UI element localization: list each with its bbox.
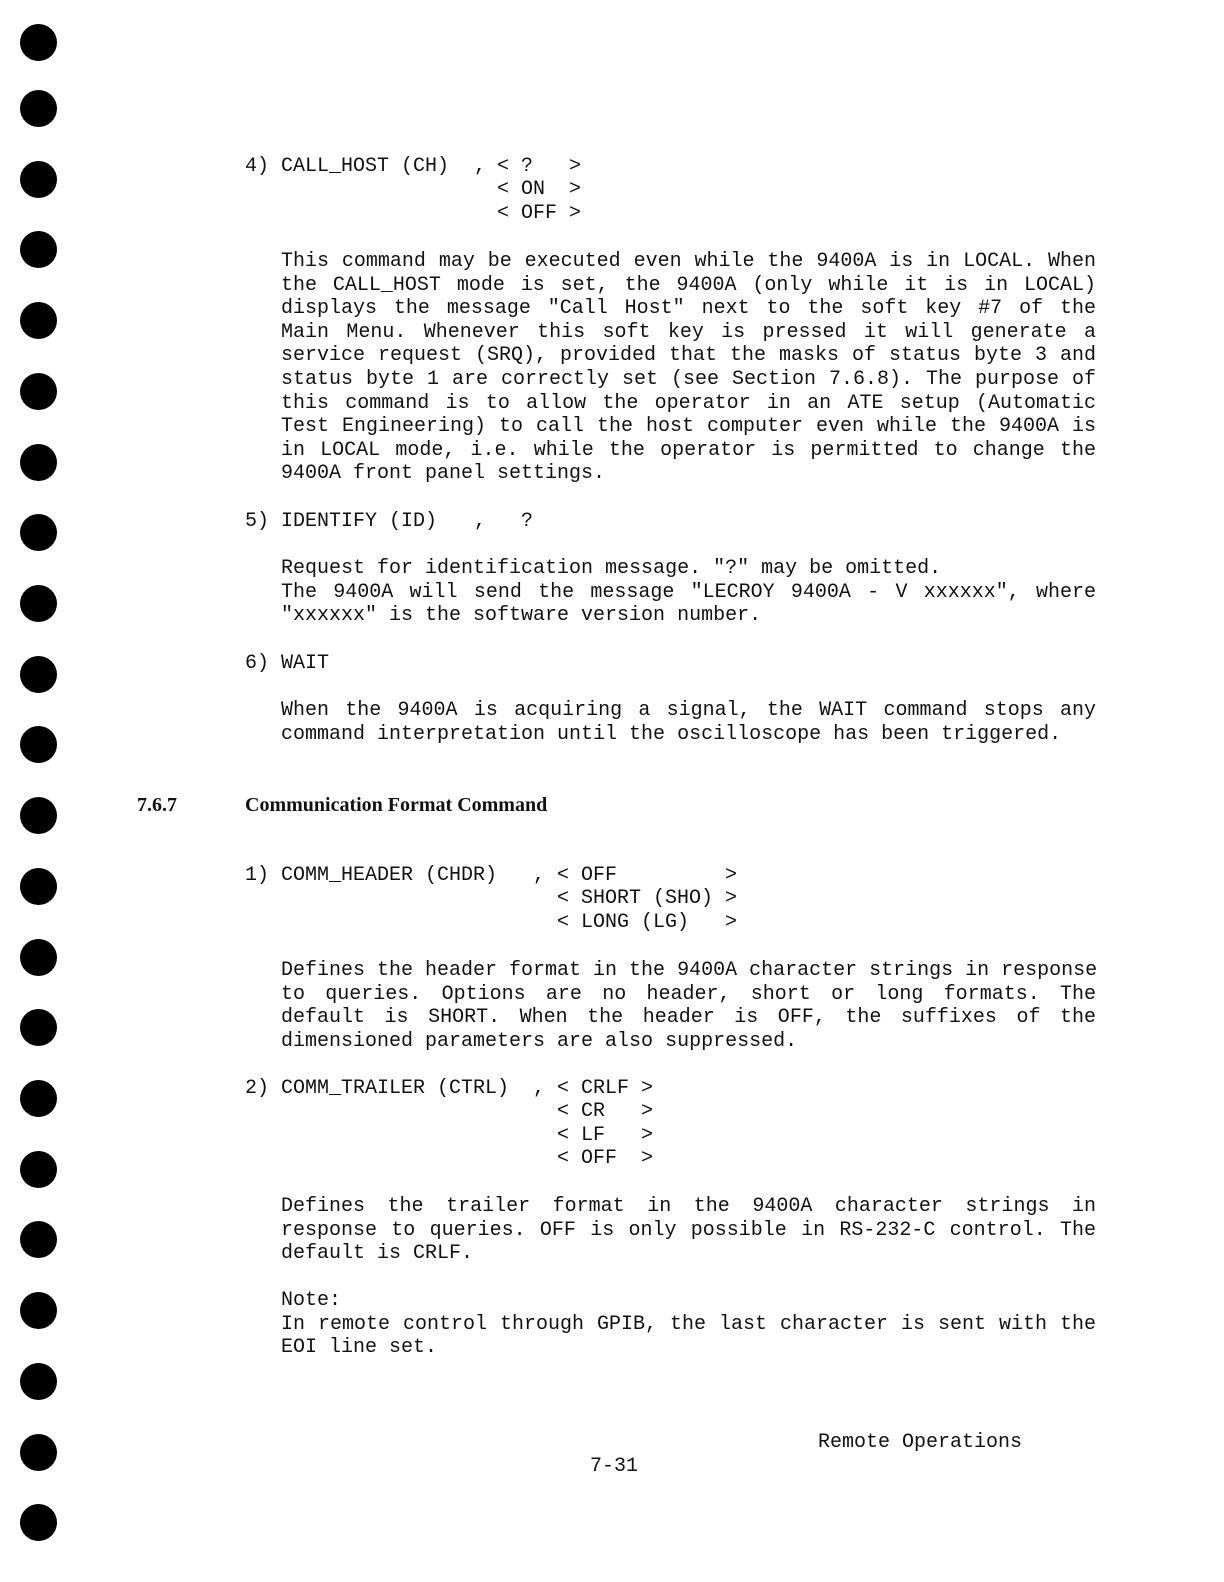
command-name: CALL HOST (CH) (281, 155, 450, 178)
punch-hole (20, 373, 57, 410)
description-line: Test Engineering) to call the host computer even while the 9400A is (281, 415, 1096, 439)
description-line: command interpretation until the oscilloscope has been triggered. (281, 722, 1062, 746)
description-line: default is SHORT. When the header is OFF, the suffixes of the (281, 1006, 1096, 1030)
description-line: Defines the trailer format in the 9400A character strings in (281, 1195, 1096, 1218)
command-number: 4) (245, 155, 270, 178)
command-option: < SHORT (SHO) > (557, 887, 738, 910)
punch-hole (20, 726, 57, 763)
description-line: in LOCAL mode, i.e. while the operator is permitted to change the (281, 438, 1096, 462)
command-option: ? (521, 510, 534, 533)
note-line: EOI line set. (281, 1336, 438, 1360)
description-line: The 9400A will send the message "LECROY 9400A - V xxxxxx", where (281, 580, 1096, 604)
footer-section-name: Remote Operations (818, 1431, 1023, 1454)
description-line: Main Menu. Whenever this soft key is pressed it will generate a (281, 320, 1096, 344)
description-line: default is CRLF. (281, 1242, 474, 1266)
command-option: < ON > (497, 178, 582, 201)
punch-hole (20, 797, 57, 834)
punch-hole (20, 1080, 57, 1117)
note (281, 1289, 1096, 1360)
section-number: 7.6.7 (137, 794, 177, 816)
punch-hole (20, 1363, 57, 1400)
punch-hole (20, 444, 57, 481)
description-line: Defines the header format in the 9400A character strings in response (281, 959, 1098, 982)
section-title: Communication Format Command (245, 794, 548, 816)
punch-hole (20, 585, 57, 622)
description-line: "xxxxxx" is the software version number. (281, 604, 762, 628)
description-line: When the 9400A is acquiring a signal, the WAIT command stops any (281, 699, 1096, 722)
command-option: < CRLF > (557, 1077, 654, 1100)
command-option: < LF > (557, 1124, 654, 1147)
command-description (281, 557, 1096, 628)
command-number: 6) (245, 652, 270, 675)
description-line: to queries. Options are no header, short or long formats. The (281, 982, 1096, 1006)
command-option: < OFF > (557, 864, 738, 887)
punch-hole (20, 514, 57, 551)
command-separator: , (533, 1077, 546, 1100)
command-option: < OFF > (557, 1147, 654, 1170)
command-option: < ? > (497, 155, 582, 178)
command-number: 2) (245, 1077, 270, 1100)
punch-hole (20, 1009, 57, 1046)
description-line: status byte 1 are correctly set (see Section 7.6.8). The purpose of (281, 367, 1096, 391)
punch-hole (20, 1504, 57, 1541)
punch-hole (20, 1434, 57, 1471)
punch-hole (20, 90, 57, 127)
description-line: dimensioned parameters are also suppressed. (281, 1029, 798, 1053)
command-description (281, 699, 1096, 746)
note-line: In remote control through GPIB, the last character is sent with the (281, 1312, 1096, 1336)
description-line: 9400A front panel settings. (281, 462, 606, 486)
punch-hole (20, 1221, 57, 1258)
page-number: 7-31 (590, 1455, 639, 1478)
command-number: 1) (245, 864, 270, 887)
command-name: COMM TRAILER (CTRL) (281, 1077, 510, 1100)
note-label: Note: (281, 1289, 342, 1312)
punch-hole (20, 1151, 57, 1188)
punch-hole (20, 868, 57, 905)
description-line: response to queries. OFF is only possible in RS-232-C control. The (281, 1218, 1096, 1242)
command-name: WAIT (281, 652, 330, 675)
command-separator: , (474, 510, 487, 533)
command-description (281, 1195, 1096, 1266)
binder-holes (20, 18, 60, 1578)
punch-hole (20, 302, 57, 339)
command-option: < OFF > (497, 202, 582, 225)
punch-hole (20, 656, 57, 693)
command-separator: , (474, 155, 487, 178)
command-option: < LONG (LG) > (557, 911, 738, 934)
command-description (281, 250, 1096, 486)
command-description (281, 959, 1096, 1053)
command-option: < CR > (557, 1100, 654, 1123)
command-separator: , (533, 864, 546, 887)
description-line: service request (SRQ), provided that the masks of status byte 3 and (281, 344, 1096, 368)
punch-hole (20, 231, 57, 268)
command-number: 5) (245, 510, 270, 533)
punch-hole (20, 161, 57, 198)
punch-hole (20, 24, 57, 61)
description-line: the CALL_HOST mode is set, the 9400A (only while it is in LOCAL) (281, 273, 1096, 297)
punch-hole (20, 939, 57, 976)
command-name: COMM HEADER (CHDR) (281, 864, 498, 887)
description-line: displays the message "Call Host" next to the soft key #7 of the (281, 297, 1096, 321)
command-name: IDENTIFY (ID) (281, 510, 438, 533)
description-line: This command may be executed even while the 9400A is in LOCAL. When (281, 250, 1096, 273)
punch-hole (20, 1292, 57, 1329)
description-line: this command is to allow the operator in an ATE setup (Automatic (281, 391, 1096, 415)
description-line: Request for identification message. "?" may be omitted. (281, 557, 942, 580)
